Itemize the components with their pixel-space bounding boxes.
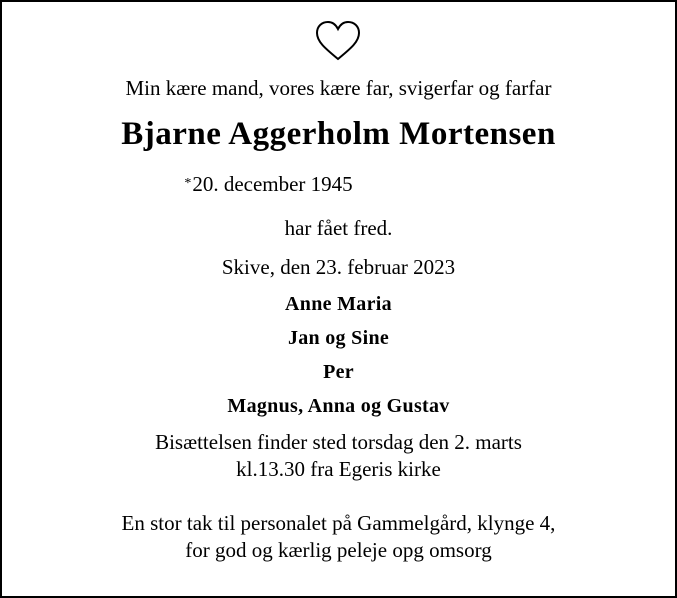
place-date: Skive, den 23. februar 2023 <box>221 255 456 279</box>
deceased-name: Bjarne Aggerholm Mortensen <box>121 116 556 152</box>
birth-date-line <box>0 174 607 195</box>
thanks-text: for god og kærlig peleje opg omsorg <box>185 538 492 562</box>
status-text: har fået fred. <box>284 216 393 240</box>
intro-text: Min kære mand, vores kære far, svigerfar og farfar <box>125 76 552 100</box>
heart-icon <box>314 20 362 62</box>
funeral-info: kl.13.30 fra Egeris kirke <box>236 457 441 481</box>
funeral-info: Bisættelsen finder sted torsdag den 2. marts <box>155 430 522 454</box>
thanks-text: En stor tak til personalet på Gammelgård, klynge 4, <box>121 511 556 535</box>
family-member: Jan og Sine <box>287 327 390 349</box>
star-symbol: * <box>184 176 192 191</box>
family-member: Per <box>323 361 354 383</box>
birth-date: 20. december 1945 <box>192 172 353 196</box>
family-member: Anne Maria <box>285 293 392 315</box>
family-member: Magnus, Anna og Gustav <box>227 395 450 417</box>
